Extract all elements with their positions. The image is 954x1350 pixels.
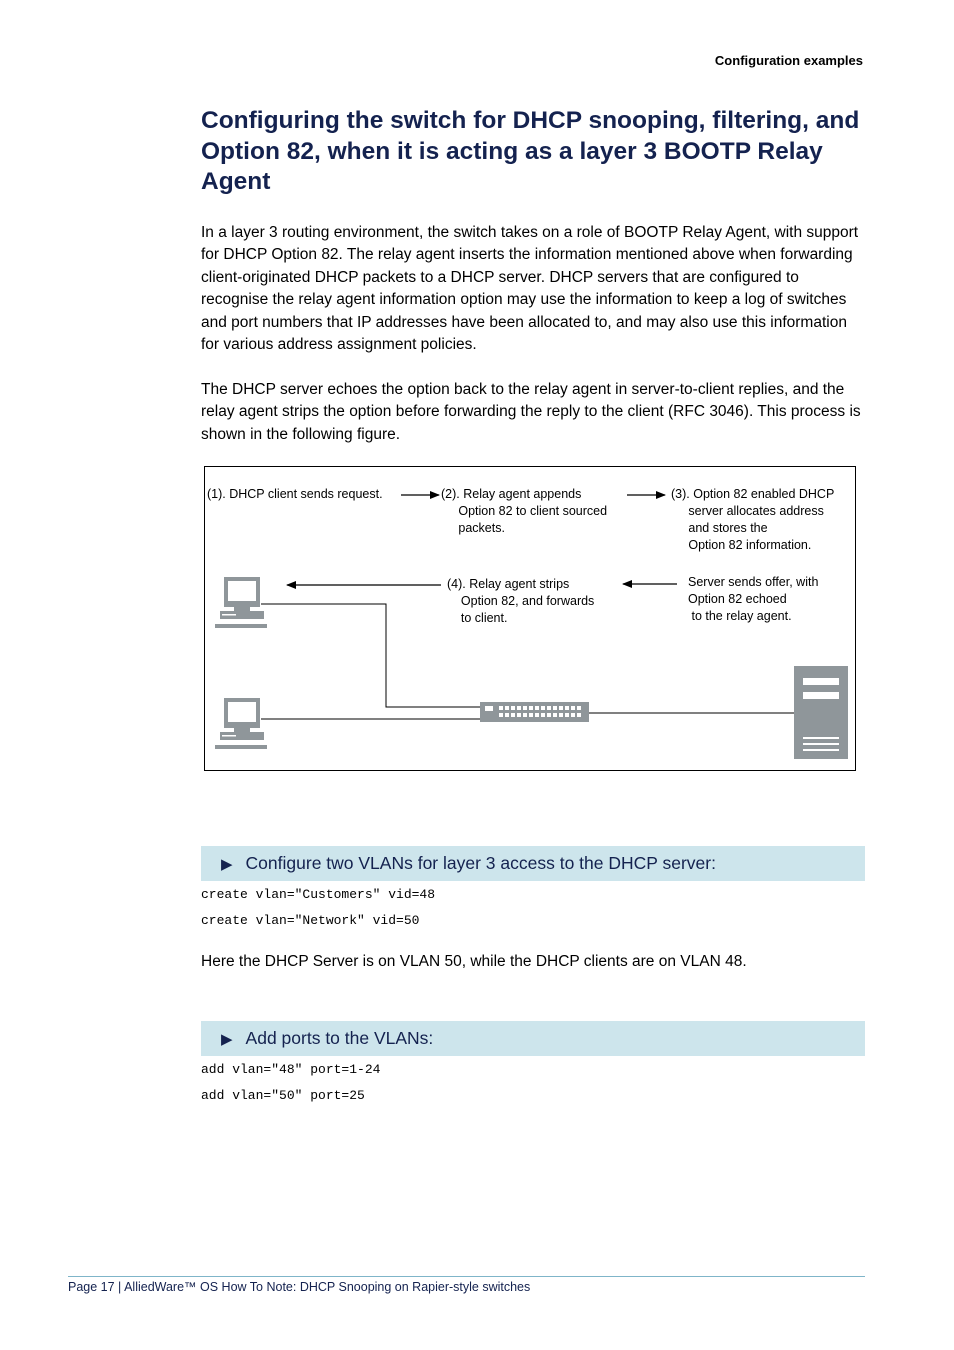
step-heading: Add ports to the VLANs: (245, 1028, 434, 1048)
step-configure-vlans (201, 846, 865, 881)
footer-rule (68, 1276, 865, 1277)
vlan-note: Here the DHCP Server is on VLAN 50, while the DHCP clients are on VLAN 48. (201, 953, 747, 970)
play-arrow-icon: ▶ (221, 1030, 233, 1048)
code-line: add vlan="48" port=1-24 (201, 1062, 381, 1077)
code-line: create vlan="Customers" vid=48 (201, 887, 436, 902)
dhcp-relay-figure (204, 466, 856, 771)
relay-switch-icon (480, 702, 589, 722)
play-arrow-icon: ▶ (221, 855, 233, 873)
figure-label-step2: (2). Relay agent appends Option 82 to client sourced packets. (441, 487, 608, 535)
running-header: Configuration examples (714, 53, 863, 68)
client-computer-1-icon (215, 577, 267, 628)
step-heading: Configure two VLANs for layer 3 access to the DHCP server: (245, 853, 716, 873)
step-add-ports (201, 1021, 865, 1056)
figure-label-step1: (1). DHCP client sends request. (207, 487, 383, 501)
code-line: add vlan="50" port=25 (201, 1088, 365, 1103)
intro-paragraph: In a layer 3 routing environment, the switch takes on a role of BOOTP Relay Agent, with support for DHCP Option 82. The relay agent inserts the information mentioned above when forwarding client-originated DHCP packets to a DHCP server. DHCP servers that are configured to recognise the relay agent information option may use the information to keep a log of switches and port numbers that IP addresses have been allocated to, and may also use this information for various address assignment policies. (201, 224, 859, 354)
process-paragraph: The DHCP server echoes the option back to the relay agent in server-to-client replies, and the relay agent strips the option before forwarding the reply to the client (RFC 3046). This process is shown in the following figure. (201, 381, 861, 443)
client-computer-2-icon (215, 698, 267, 749)
code-line: create vlan="Network" vid=50 (201, 913, 420, 928)
page-footer: Page 17 | AlliedWare™ OS How To Note: DHCP Snooping on Rapier-style switches (68, 1280, 531, 1294)
page-title: Configuring the switch for DHCP snooping, filtering, and Option 82, when it is acting as a layer 3 BOOTP Relay Agent (201, 107, 860, 195)
figure-label-step3: (3). Option 82 enabled DHCP server allocates address and stores the Option 82 information. (671, 487, 835, 552)
figure-label-server-reply: Server sends offer, with Option 82 echoed to the relay agent. (688, 575, 819, 623)
dhcp-server-icon (794, 666, 848, 759)
figure-label-step4: (4). Relay agent strips Option 82, and forwards to client. (447, 577, 595, 625)
